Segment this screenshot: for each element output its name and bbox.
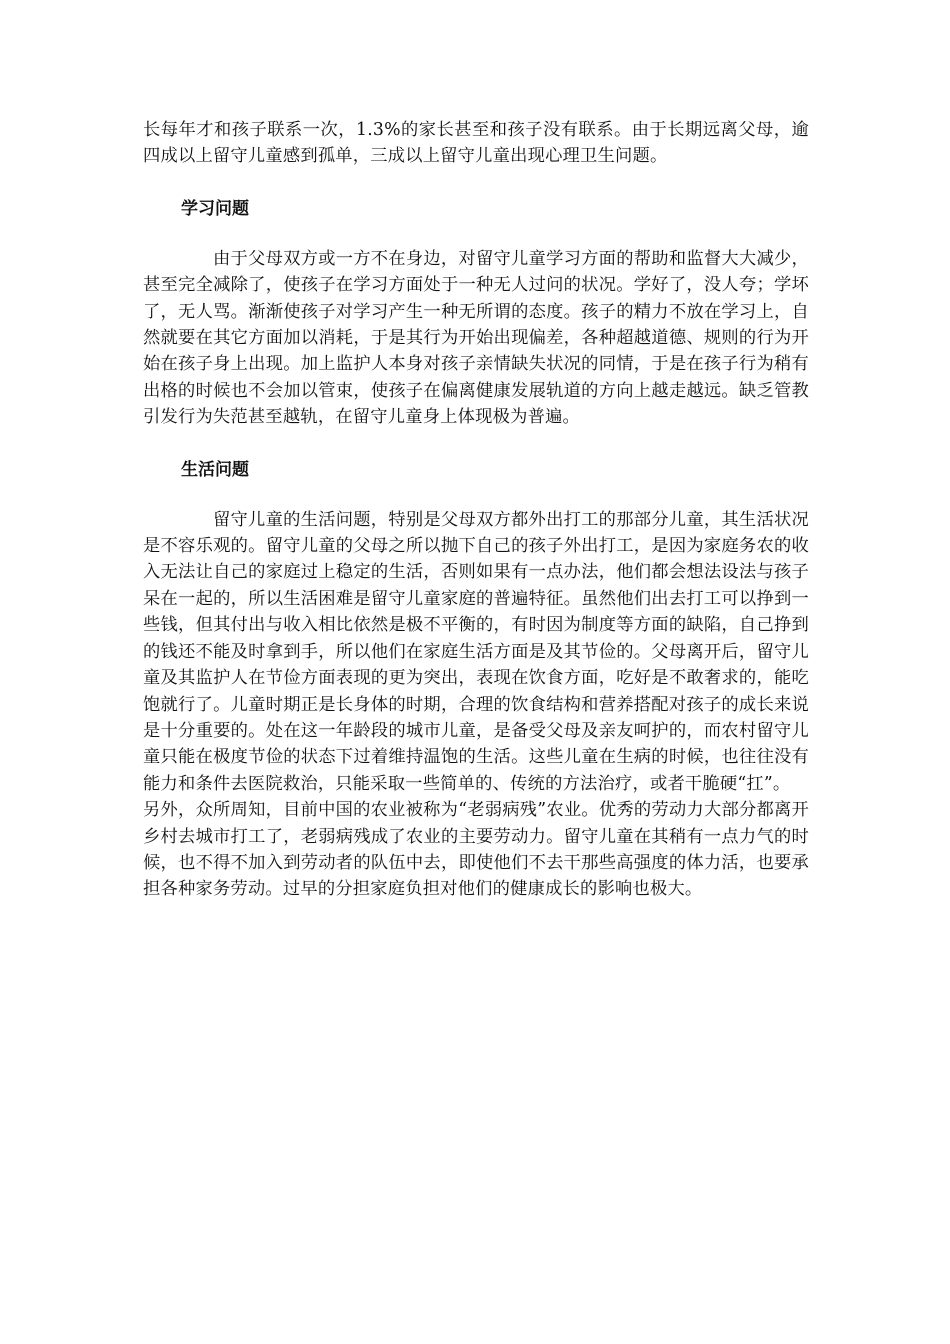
spacer: [143, 170, 809, 196]
section-heading-life: 生活问题: [181, 459, 249, 480]
life-paragraph-1: 留守儿童的生活问题，特别是父母双方都外出打工的那部分儿童，其生活状况是不容乐观的。留守儿童的父母之所以抛下自己的孩子外出打工，是因为家庭务农的收入无法让自己的家庭过上稳定的生活，否则如果有一点办法，他们都会想法设法与孩子呆在一起的，所以生活困难是留守儿童家庭的普遍特征。虽然他们出去打工可以挣到一些钱，但其付出与收入相比依然是极不平衡的，有时因为制度等方面的缺陷，自己挣到的钱还不能及时拿到手，所以他们在家庭生活方面是及其节俭的。父母离开后，留守儿童及其监护人在节俭方面表现的更为突出，表现在饮食方面，吃好是不敢奢求的，能吃饱就行了。儿童时期正是长身体的时期，合理的饮食结构和营养搭配对孩子的成长来说是十分重要的。处在这一年龄段的城市儿童，是备受父母及亲友呵护的，而农村留守儿童只能在极度节俭的状态下过着维持温饱的生活。这些儿童在生病的时候，也往往没有能力和条件去医院救治，只能采取一些简单的、传统的方法治疗，或者干脆硬“扛”。: [143, 509, 809, 794]
section-heading-study: 学习问题: [181, 198, 249, 219]
spacer: [143, 483, 809, 507]
life-paragraph-2: 另外，众所周知，目前中国的农业被称为“老弱病残”农业。优秀的劳动力大部分都离开乡村去城市打工了，老弱病残成了农业的主要劳动力。留守儿童在其稍有一点力气的时候，也不得不加入到劳动者的队伍中去，即使他们不去干那些高强度的体力活，也要承担各种家务劳动。过早的分担家庭负担对他们的健康成长的影响也极大。: [143, 800, 809, 900]
study-paragraph: 由于父母双方或一方不在身边，对留守儿童学习方面的帮助和监督大大减少，甚至完全减除了，使孩子在学习方面处于一种无人过问的状况。学好了，没人夸；学坏了，无人骂。渐渐使孩子对学习产生一种无所谓的态度。孩子的精力不放在学习上，自然就要在其它方面加以消耗，于是其行为开始出现偏差，各种超越道德、规则的行为开始在孩子身上出现。加上监护人本身对孩子亲情缺失状况的同情，于是在孩子行为稍有出格的时候也不会加以管束，使孩子在偏离健康发展轨道的方向上越走越远。缺乏管教引发行为失范甚至越轨，在留守儿童身上体现极为普遍。: [143, 248, 809, 428]
spacer: [143, 222, 809, 246]
document-body: [143, 117, 809, 903]
spacer: [143, 431, 809, 457]
intro-paragraph: 长每年才和孩子联系一次，1.3%的家长甚至和孩子没有联系。由于长期远离父母，逾四成以上留守儿童感到孤单，三成以上留守儿童出现心理卫生问题。: [143, 120, 809, 167]
